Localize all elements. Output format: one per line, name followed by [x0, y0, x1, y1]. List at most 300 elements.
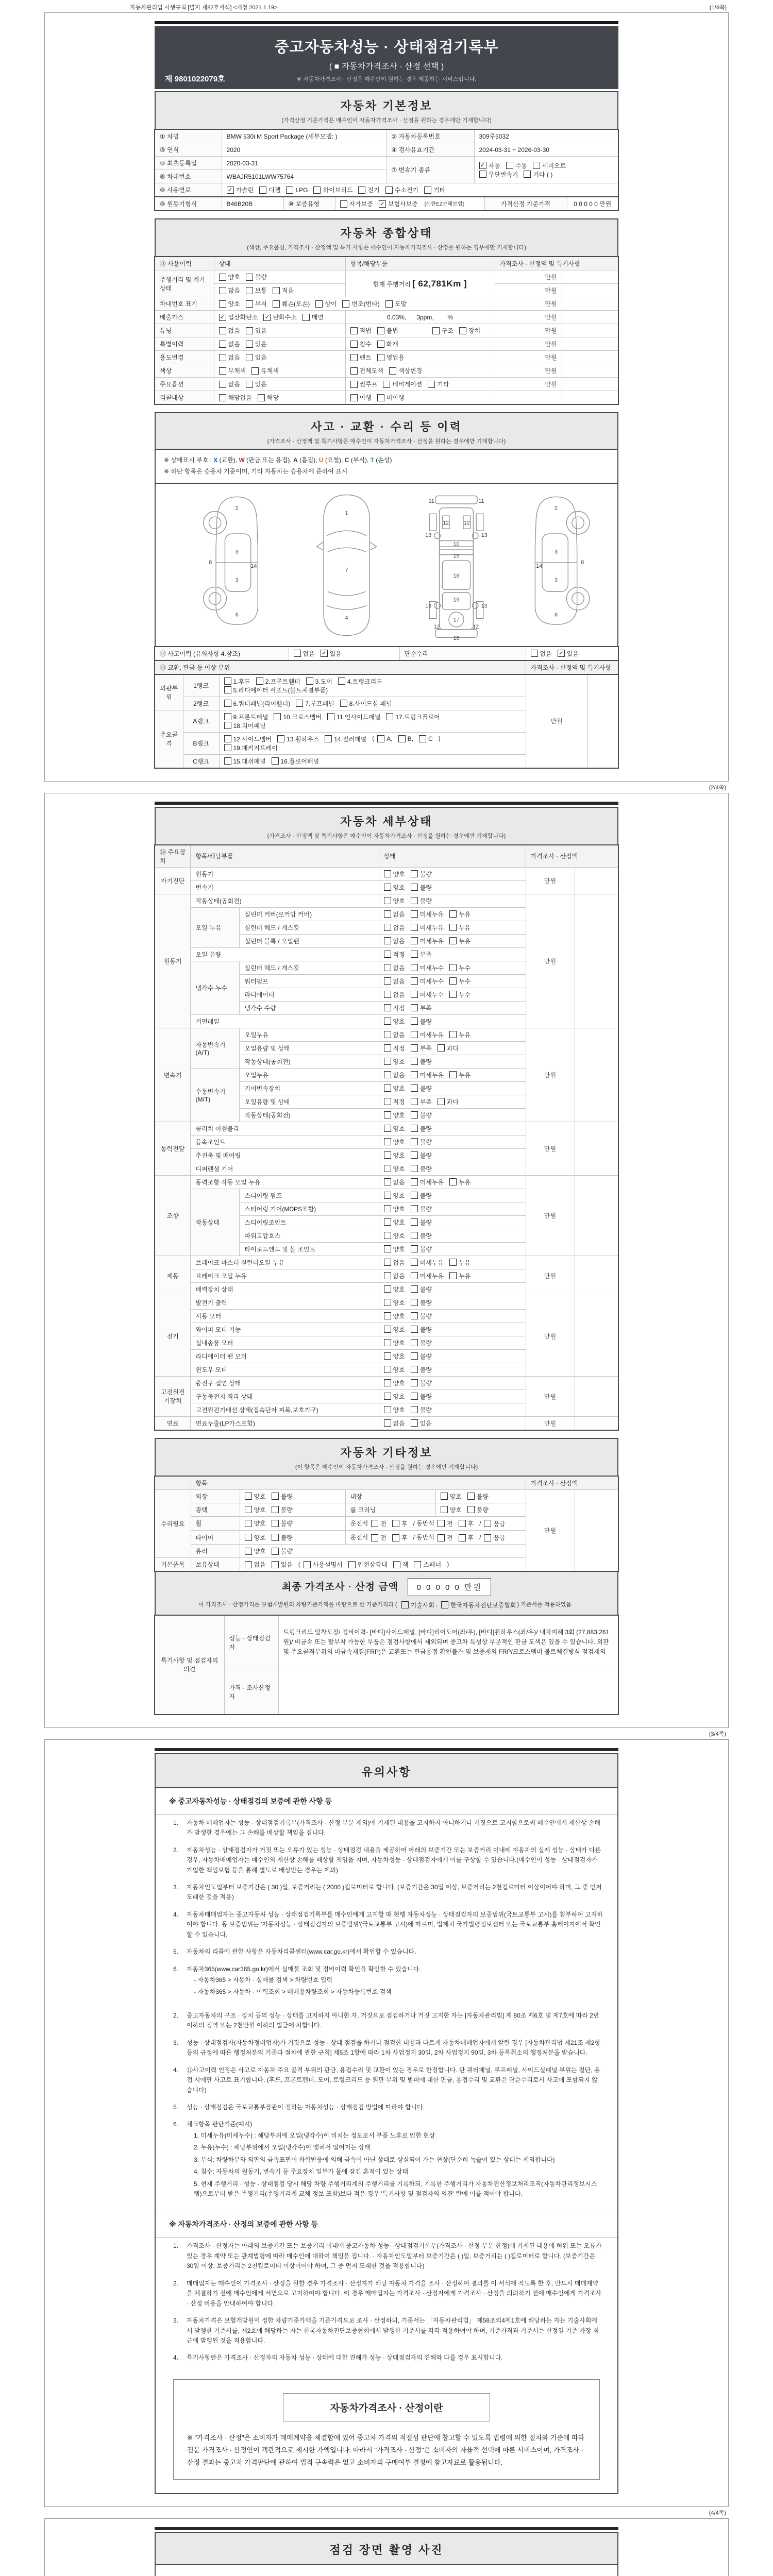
checkbox-unchecked[interactable] [224, 721, 266, 730]
checkbox-unchecked[interactable] [392, 1519, 408, 1528]
checkbox-unchecked[interactable] [459, 326, 480, 335]
checkbox-unchecked[interactable] [384, 937, 405, 945]
checkbox-unchecked[interactable] [296, 699, 334, 708]
checkbox-unchecked[interactable] [384, 1111, 405, 1120]
checkbox-unchecked[interactable] [371, 1533, 386, 1542]
checkbox-unchecked[interactable] [342, 299, 379, 308]
remark-cell [575, 1256, 618, 1296]
checkbox-unchecked[interactable] [384, 1379, 405, 1387]
checkbox-unchecked[interactable] [432, 326, 453, 335]
checkbox-unchecked[interactable] [384, 883, 405, 892]
checkbox-unchecked[interactable] [224, 757, 266, 766]
svg-text:13: 13 [425, 532, 432, 538]
checkbox-unchecked[interactable] [419, 735, 433, 742]
checkbox-unchecked[interactable] [272, 1547, 293, 1555]
checkbox-unchecked[interactable] [350, 353, 372, 362]
checkbox-checked[interactable] [227, 185, 254, 194]
checkbox-unchecked[interactable] [384, 1419, 405, 1428]
checkbox-unchecked[interactable] [251, 366, 279, 375]
checkbox-unchecked[interactable] [246, 380, 267, 388]
mileage-current [345, 270, 495, 297]
checkbox-unchecked[interactable] [411, 1138, 432, 1146]
checkbox-unchecked[interactable] [411, 1405, 432, 1414]
device-group-label: 전기 [155, 1296, 191, 1376]
checkbox-unchecked[interactable] [384, 1218, 405, 1227]
document-header [155, 26, 618, 89]
checkbox-box-icon [224, 735, 231, 742]
checkbox-unchecked[interactable] [411, 1071, 444, 1079]
checkbox-unchecked[interactable] [411, 963, 444, 972]
checkbox-unchecked[interactable] [384, 1205, 405, 1213]
checkbox-unchecked[interactable] [303, 313, 324, 321]
repair-group-label: 수리필요 [155, 1489, 191, 1558]
checkbox-unchecked[interactable] [245, 1505, 266, 1514]
checkbox-box-icon [294, 650, 301, 657]
checkbox-unchecked[interactable] [411, 1285, 432, 1294]
checkbox-label: 디젤 [268, 187, 281, 194]
checkbox-unchecked[interactable] [411, 1419, 432, 1428]
checkbox-unchecked[interactable] [384, 1178, 405, 1187]
checkbox-label: 기술사회 [410, 1601, 434, 1609]
checkbox-unchecked[interactable] [384, 990, 405, 999]
checkbox-unchecked[interactable] [438, 1533, 453, 1542]
checkbox-box-icon [306, 677, 313, 685]
checkbox-unchecked[interactable] [304, 1560, 343, 1569]
checkbox-unchecked[interactable] [386, 713, 440, 721]
checkbox-unchecked[interactable] [245, 1519, 266, 1528]
checkbox-label: 18.리어패널 [233, 722, 266, 730]
checkbox-unchecked[interactable] [411, 1111, 432, 1120]
checkbox-unchecked[interactable] [350, 366, 383, 375]
rank-label: 2랭크 [183, 697, 219, 710]
checkbox-unchecked[interactable] [428, 380, 449, 388]
checkbox-unchecked[interactable] [449, 1030, 470, 1039]
checkbox-unchecked[interactable] [384, 1392, 405, 1401]
checkbox-unchecked[interactable] [411, 1338, 432, 1347]
checkbox-label: 보통 [255, 287, 267, 295]
checkbox-unchecked[interactable] [524, 170, 552, 179]
checkbox-unchecked[interactable] [449, 977, 470, 986]
checkbox-unchecked[interactable] [384, 1124, 405, 1133]
checkbox-unchecked[interactable] [411, 883, 432, 892]
checkbox-unchecked[interactable] [377, 353, 405, 362]
checkbox-unchecked[interactable] [411, 923, 444, 932]
checkbox-unchecked[interactable] [384, 1191, 405, 1200]
checkbox-unchecked[interactable] [224, 686, 328, 694]
checkbox-unchecked[interactable] [245, 1547, 266, 1555]
checkbox-unchecked[interactable] [224, 743, 278, 752]
checkbox-unchecked[interactable] [411, 990, 444, 999]
checkbox-unchecked[interactable] [441, 1505, 462, 1514]
checkbox-unchecked[interactable] [371, 1519, 386, 1528]
checkbox-box-icon [386, 713, 393, 720]
checkbox-unchecked[interactable] [313, 185, 352, 194]
checkbox-unchecked[interactable] [340, 199, 373, 208]
notice-item [156, 2312, 617, 2349]
legend-part: (손상) [374, 456, 392, 464]
checkbox-unchecked[interactable] [384, 1057, 405, 1066]
checkbox-unchecked[interactable] [219, 326, 240, 335]
checkbox-unchecked[interactable] [411, 896, 432, 905]
checkbox-checked[interactable] [321, 649, 342, 658]
other-note: (이 항목은 매수인이 자동차가격조사 · 산정을 원하는 경우에만 기재합니다) [295, 1464, 478, 1470]
checkbox-unchecked[interactable] [384, 1138, 405, 1146]
checkbox-unchecked[interactable] [377, 735, 392, 742]
checkbox-unchecked[interactable] [358, 185, 379, 194]
checkbox-unchecked[interactable] [224, 699, 291, 708]
checkbox-unchecked[interactable] [259, 185, 280, 194]
checkbox-unchecked[interactable] [411, 1178, 444, 1187]
checkbox-unchecked[interactable] [384, 1017, 405, 1026]
notice-item-text: ⑫사고이력 인정은 사고로 자동차 주요 골격 부위의 판금, 용접수리 및 교환이 있는 경우로 한정합니다. 단 쿼터패널, 루프패널, 사이드실패널 부위는 절단, 용접 시에만 사고로 표기합니다. (후드, 프론트펜더, 도어, 트렁크리드 등 외판 부위 및 범퍼에 대한 판금, 용접수리 및 교환은 단순수리로서 사고에 포함되지 않습니다) [187, 2066, 600, 2094]
item-label: 외장 [191, 1489, 240, 1503]
checkbox-box-icon [277, 735, 284, 742]
checkbox-unchecked[interactable] [384, 1071, 405, 1079]
notice-item-number: 1. [173, 2242, 179, 2250]
checkbox-label: 불량 [419, 884, 432, 891]
checkbox-unchecked[interactable] [384, 870, 405, 878]
checkbox-unchecked[interactable] [411, 937, 444, 945]
checkbox-unchecked[interactable] [384, 896, 405, 905]
checkbox-unchecked[interactable] [384, 1285, 405, 1294]
checkbox-unchecked[interactable] [224, 713, 268, 721]
checkbox-unchecked[interactable] [506, 161, 527, 170]
checkbox-unchecked[interactable] [459, 1519, 474, 1528]
checkbox-unchecked[interactable] [246, 353, 267, 362]
checkbox-unchecked[interactable] [398, 735, 413, 742]
checkbox-unchecked[interactable] [325, 735, 366, 743]
checkbox-unchecked[interactable] [411, 1272, 444, 1280]
checkbox-unchecked[interactable] [449, 990, 470, 999]
checkbox-unchecked[interactable] [449, 937, 470, 945]
checkbox-checked[interactable] [263, 313, 296, 321]
part-label: 작동상태(공회전) [191, 894, 379, 907]
checkbox-unchecked[interactable] [384, 1352, 405, 1361]
checkbox-unchecked[interactable] [411, 950, 432, 959]
checkbox-unchecked[interactable] [383, 380, 422, 388]
remark-cell [575, 1489, 618, 1571]
checkbox-unchecked[interactable] [411, 1044, 432, 1053]
checkbox-unchecked[interactable] [411, 910, 444, 919]
checkbox-unchecked[interactable] [245, 1560, 266, 1569]
checkbox-unchecked[interactable] [438, 1097, 459, 1106]
checkbox-unchecked[interactable] [219, 340, 240, 348]
checkbox-box-icon [384, 1058, 391, 1065]
checkbox-unchecked[interactable] [246, 299, 267, 308]
checkbox-box-icon [219, 287, 226, 294]
checkbox-unchecked[interactable] [219, 366, 246, 375]
checkbox-unchecked[interactable] [449, 1272, 470, 1280]
checkbox-box-icon [384, 1419, 391, 1427]
checkbox-unchecked[interactable] [246, 340, 267, 348]
overall-row [155, 351, 618, 364]
checkbox-unchecked[interactable] [531, 649, 552, 658]
checkbox-unchecked[interactable] [219, 380, 240, 388]
checkbox-unchecked[interactable] [350, 326, 372, 335]
checkbox-unchecked[interactable] [384, 977, 405, 986]
parts-price-label: 가격조사 · 산정액 및 특기사항 [526, 660, 618, 674]
checkbox-unchecked[interactable] [384, 1405, 405, 1414]
checkbox-unchecked[interactable] [294, 649, 315, 658]
notice-item [156, 2007, 617, 2035]
checkbox-unchecked[interactable] [245, 1533, 266, 1542]
checkbox-box-icon [224, 713, 231, 720]
checkbox-label: 불량 [419, 1138, 432, 1146]
checkbox-unchecked[interactable] [411, 1191, 432, 1200]
checkbox-unchecked[interactable] [484, 1519, 505, 1528]
checkbox-label: 양호 [393, 1379, 405, 1387]
checkbox-box-icon: ✓ [479, 162, 486, 169]
legend-part: (교환), [217, 456, 239, 464]
checkbox-unchecked[interactable] [338, 677, 382, 686]
item-cell [345, 351, 495, 364]
state-options [214, 337, 345, 351]
checkbox-unchecked[interactable] [384, 950, 405, 959]
notice-item-text: 자동차매매업자는 중고자동차 성능 · 상태점검기록부를 매수인에게 고지할 때 현행 자동차성능 · 상태점검자의 보증범위(국토교통부 고시)를 첨부하여 고지하여야 합니다. 동 보증범위는 '자동차성능 · 상태점검자의 보증범위'(국토교통부 고시)에 따르며, 법제처 국가법령정보센터 또는 국토교통부 홈페이지에서 확인할 수 있습니다. [187, 1910, 603, 1938]
checkbox-unchecked[interactable] [286, 187, 308, 194]
checkbox-unchecked[interactable] [441, 1601, 516, 1609]
svg-text:6: 6 [235, 612, 239, 618]
usage-label: 특별이력 [155, 337, 214, 351]
checkbox-unchecked[interactable] [246, 286, 267, 295]
checkbox-unchecked[interactable] [272, 1533, 293, 1542]
final-price-value: 0 0 0 0 0 만원 [408, 1578, 491, 1596]
checkbox-label: 불량 [419, 897, 432, 905]
checkbox-unchecked[interactable] [411, 1084, 432, 1093]
checkbox-unchecked[interactable] [384, 1084, 405, 1093]
checkbox-label: 불량 [280, 1506, 293, 1514]
checkbox-unchecked[interactable] [219, 273, 240, 281]
checkbox-unchecked[interactable] [411, 1365, 432, 1374]
checkbox-checked[interactable] [219, 313, 258, 321]
notice-item-text: 체크항목 판단기준(예시) 1. 미세누유(미세누수) : 해당부위에 오일(냉각수)이 비치는 정도로서 부품 노후로 인한 현상 2. 누유(누수) : 해당부위에서 오일(냉각수)이 맺혀서 떨어지는 상태 3. 부식: 차량하부와 외판의 금속표면이 화학반응에 의해 금속이 아닌 상태로 상실되어 가는 현상(단순히 녹슬어 있는 상태는 제외합니다) 4. 침수: 자동차의 원동기, 변속기 등 주요장치 일부가 물에 잠긴 흔적이 있는 상태 5. 현재 주행거리 · 성능 · 상태점검 당시 해당 차량 주행거리계의 주행거리를 기록하되, 기록한 주행거리가 자동차전산정보처리조직(자동차관리정보시스템)으로부터 받은 주행거리(주행거리계 교체 정보 포함)보다 적은 경우 '특기사항 및 점검자의 의견' 란에 이를 적어야 합니다. [187, 2120, 603, 2200]
checkbox-unchecked[interactable] [411, 1004, 432, 1012]
notice-item [156, 1943, 617, 1960]
checkbox-unchecked[interactable] [272, 1560, 293, 1569]
checkbox-box-icon [411, 1018, 418, 1025]
checkbox-unchecked[interactable] [384, 1298, 405, 1307]
checkbox-unchecked[interactable] [438, 1044, 459, 1053]
checkbox-unchecked[interactable] [484, 1533, 505, 1542]
checkbox-label: 누수 [459, 991, 471, 998]
checkbox-unchecked[interactable] [401, 1601, 434, 1609]
checkbox-unchecked[interactable] [256, 677, 300, 686]
checkbox-unchecked[interactable] [219, 353, 240, 362]
checkbox-unchecked[interactable] [392, 1533, 408, 1542]
checkbox-unchecked[interactable] [449, 1178, 470, 1187]
price-cell: 만원 [495, 364, 562, 378]
checkbox-unchecked[interactable] [272, 757, 320, 766]
holding-state-label: 보유상태 [191, 1558, 240, 1572]
checkbox-unchecked[interactable] [411, 1258, 444, 1267]
checkbox-unchecked[interactable] [272, 1505, 293, 1514]
checkbox-unchecked[interactable] [411, 1017, 432, 1026]
checkbox-unchecked[interactable] [414, 1560, 441, 1569]
checkbox-label: 부식 [255, 300, 267, 308]
checkbox-unchecked[interactable] [219, 393, 252, 402]
checkbox-label: 양호 [393, 1125, 405, 1132]
checkbox-unchecked[interactable] [411, 1325, 432, 1334]
state-options [214, 297, 495, 311]
checkbox-box-icon [384, 1366, 391, 1373]
checkbox-unchecked[interactable] [411, 1057, 432, 1066]
state-options [240, 1516, 345, 1530]
checkbox-unchecked[interactable] [411, 1298, 432, 1307]
checkbox-unchecked[interactable] [219, 286, 240, 295]
checkbox-unchecked[interactable] [411, 1245, 432, 1253]
checkbox-unchecked[interactable] [384, 1365, 405, 1374]
remark-cell [575, 894, 618, 1028]
svg-text:12: 12 [443, 520, 449, 527]
engine-type-label: ⑨ 원동기형식 [155, 197, 222, 211]
checkbox-unchecked[interactable] [350, 380, 378, 388]
checkbox-unchecked[interactable] [350, 340, 372, 348]
checkbox-unchecked[interactable] [411, 1164, 432, 1173]
basic-info-table [154, 129, 619, 197]
checkbox-unchecked[interactable] [384, 1164, 405, 1173]
checkbox-box-icon [449, 1071, 457, 1078]
checkbox-unchecked[interactable] [384, 1231, 405, 1240]
checkbox-label: 양호 [393, 1058, 405, 1065]
checkbox-unchecked[interactable] [384, 1245, 405, 1253]
checkbox-unchecked[interactable] [340, 699, 392, 708]
checkbox-unchecked[interactable] [467, 1505, 489, 1514]
checkbox-unchecked[interactable] [384, 1030, 405, 1039]
checkbox-box-icon [245, 1534, 252, 1541]
checkbox-unchecked[interactable] [377, 393, 405, 402]
checkbox-unchecked[interactable] [246, 326, 267, 335]
checkbox-unchecked[interactable] [479, 170, 518, 179]
checkbox-box-icon [377, 394, 384, 401]
checkbox-label: 부족 [419, 1044, 432, 1052]
checkbox-unchecked[interactable] [258, 393, 279, 402]
checkbox-box-icon [371, 1534, 378, 1541]
checkbox-unchecked[interactable] [449, 1071, 470, 1079]
checkbox-unchecked[interactable] [219, 299, 240, 308]
other-band [155, 1438, 618, 1476]
checkbox-unchecked[interactable] [384, 1044, 405, 1053]
checkbox-unchecked[interactable] [411, 1352, 432, 1361]
checkbox-unchecked[interactable] [411, 1392, 432, 1401]
checkbox-unchecked[interactable] [411, 1231, 432, 1240]
checkbox-unchecked[interactable] [411, 870, 432, 878]
checkbox-unchecked[interactable] [459, 1533, 474, 1542]
checkbox-unchecked[interactable] [384, 1338, 405, 1347]
checkbox-checked[interactable] [558, 649, 579, 658]
part-label: 변속기 [191, 880, 379, 894]
checkbox-unchecked[interactable] [411, 1151, 432, 1160]
checkbox-unchecked[interactable] [384, 1097, 405, 1106]
checkbox-label: 불량 [419, 1326, 432, 1333]
checkbox-checked[interactable] [479, 161, 500, 170]
checkbox-unchecked[interactable] [411, 1312, 432, 1320]
checkbox-unchecked[interactable] [411, 1379, 432, 1387]
checkbox-label: 누유 [459, 1259, 471, 1266]
checkbox-unchecked[interactable] [449, 923, 470, 932]
checkbox-unchecked[interactable] [389, 366, 422, 375]
checkbox-unchecked[interactable] [273, 286, 294, 295]
checkbox-label: 화재 [386, 341, 398, 348]
checkbox-unchecked[interactable] [327, 713, 380, 721]
checkbox-unchecked[interactable] [393, 1560, 409, 1569]
checkbox-unchecked[interactable] [246, 273, 267, 281]
checkbox-unchecked[interactable] [384, 1272, 405, 1280]
checkbox-unchecked[interactable] [350, 393, 372, 402]
reg-no-label: ② 자동차등록번호 [386, 129, 474, 143]
checkbox-unchecked[interactable] [467, 1492, 489, 1501]
checkbox-box-icon [506, 162, 513, 169]
checkbox-unchecked[interactable] [411, 1124, 432, 1133]
checkbox-unchecked[interactable] [438, 1519, 453, 1528]
checkbox-unchecked[interactable] [377, 340, 398, 348]
remark-cell [562, 378, 618, 391]
checkbox-unchecked[interactable] [377, 326, 398, 335]
page-block-3 [44, 1739, 729, 2507]
checkbox-box-icon [411, 1379, 418, 1386]
checkbox-unchecked[interactable] [277, 735, 319, 743]
checkbox-unchecked[interactable] [411, 1218, 432, 1227]
checkbox-box-icon: ✓ [263, 314, 271, 321]
checkbox-unchecked[interactable] [384, 1325, 405, 1334]
checkbox-unchecked[interactable] [384, 923, 405, 932]
checkbox-label: 불량 [419, 1151, 432, 1159]
position-options [345, 1530, 526, 1544]
checkbox-label: 있음 [255, 381, 267, 388]
checkbox-unchecked[interactable] [224, 677, 250, 686]
checkbox-unchecked[interactable] [411, 977, 444, 986]
checkbox-box-icon [246, 354, 253, 361]
checkbox-unchecked[interactable] [449, 1258, 470, 1267]
checkbox-label: 없음 [540, 650, 552, 657]
svg-text:3: 3 [554, 549, 558, 555]
checkbox-unchecked[interactable] [441, 1492, 462, 1501]
checkbox-unchecked[interactable] [411, 1097, 432, 1106]
checkbox-unchecked[interactable] [449, 963, 470, 972]
checkbox-unchecked[interactable] [385, 185, 418, 194]
checkbox-unchecked[interactable] [272, 1519, 293, 1528]
checkbox-unchecked[interactable] [449, 910, 470, 919]
checkbox-unchecked[interactable] [224, 735, 272, 743]
checkbox-unchecked[interactable] [384, 963, 405, 972]
checkbox-unchecked[interactable] [384, 1258, 405, 1267]
checkbox-checked[interactable] [379, 199, 418, 208]
checkbox-box-icon [340, 700, 347, 707]
state-options [240, 1530, 345, 1544]
state-options [379, 1349, 526, 1363]
checkbox-unchecked[interactable] [411, 1030, 444, 1039]
checkbox-unchecked[interactable] [411, 1205, 432, 1213]
checkbox-unchecked[interactable] [384, 1004, 405, 1012]
checkbox-box-icon [246, 274, 253, 281]
checkbox-unchecked[interactable] [245, 1492, 266, 1501]
checkbox-unchecked[interactable] [384, 910, 405, 919]
checkbox-unchecked[interactable] [273, 299, 310, 308]
checkbox-unchecked[interactable] [424, 185, 445, 194]
checkbox-label: 양호 [393, 1285, 405, 1293]
checkbox-unchecked[interactable] [315, 299, 337, 308]
checkbox-unchecked[interactable] [274, 713, 322, 721]
checkbox-unchecked[interactable] [306, 677, 332, 686]
checkbox-unchecked[interactable] [384, 1312, 405, 1320]
detail-row [155, 1175, 618, 1189]
checkbox-unchecked[interactable] [533, 161, 566, 170]
checkbox-unchecked[interactable] [385, 299, 407, 308]
checkbox-unchecked[interactable] [348, 1560, 388, 1569]
checkbox-unchecked[interactable] [384, 1151, 405, 1160]
checkbox-label: 불량 [280, 1548, 293, 1555]
checkbox-unchecked[interactable] [272, 1492, 293, 1501]
checkbox-box-icon [246, 381, 253, 388]
